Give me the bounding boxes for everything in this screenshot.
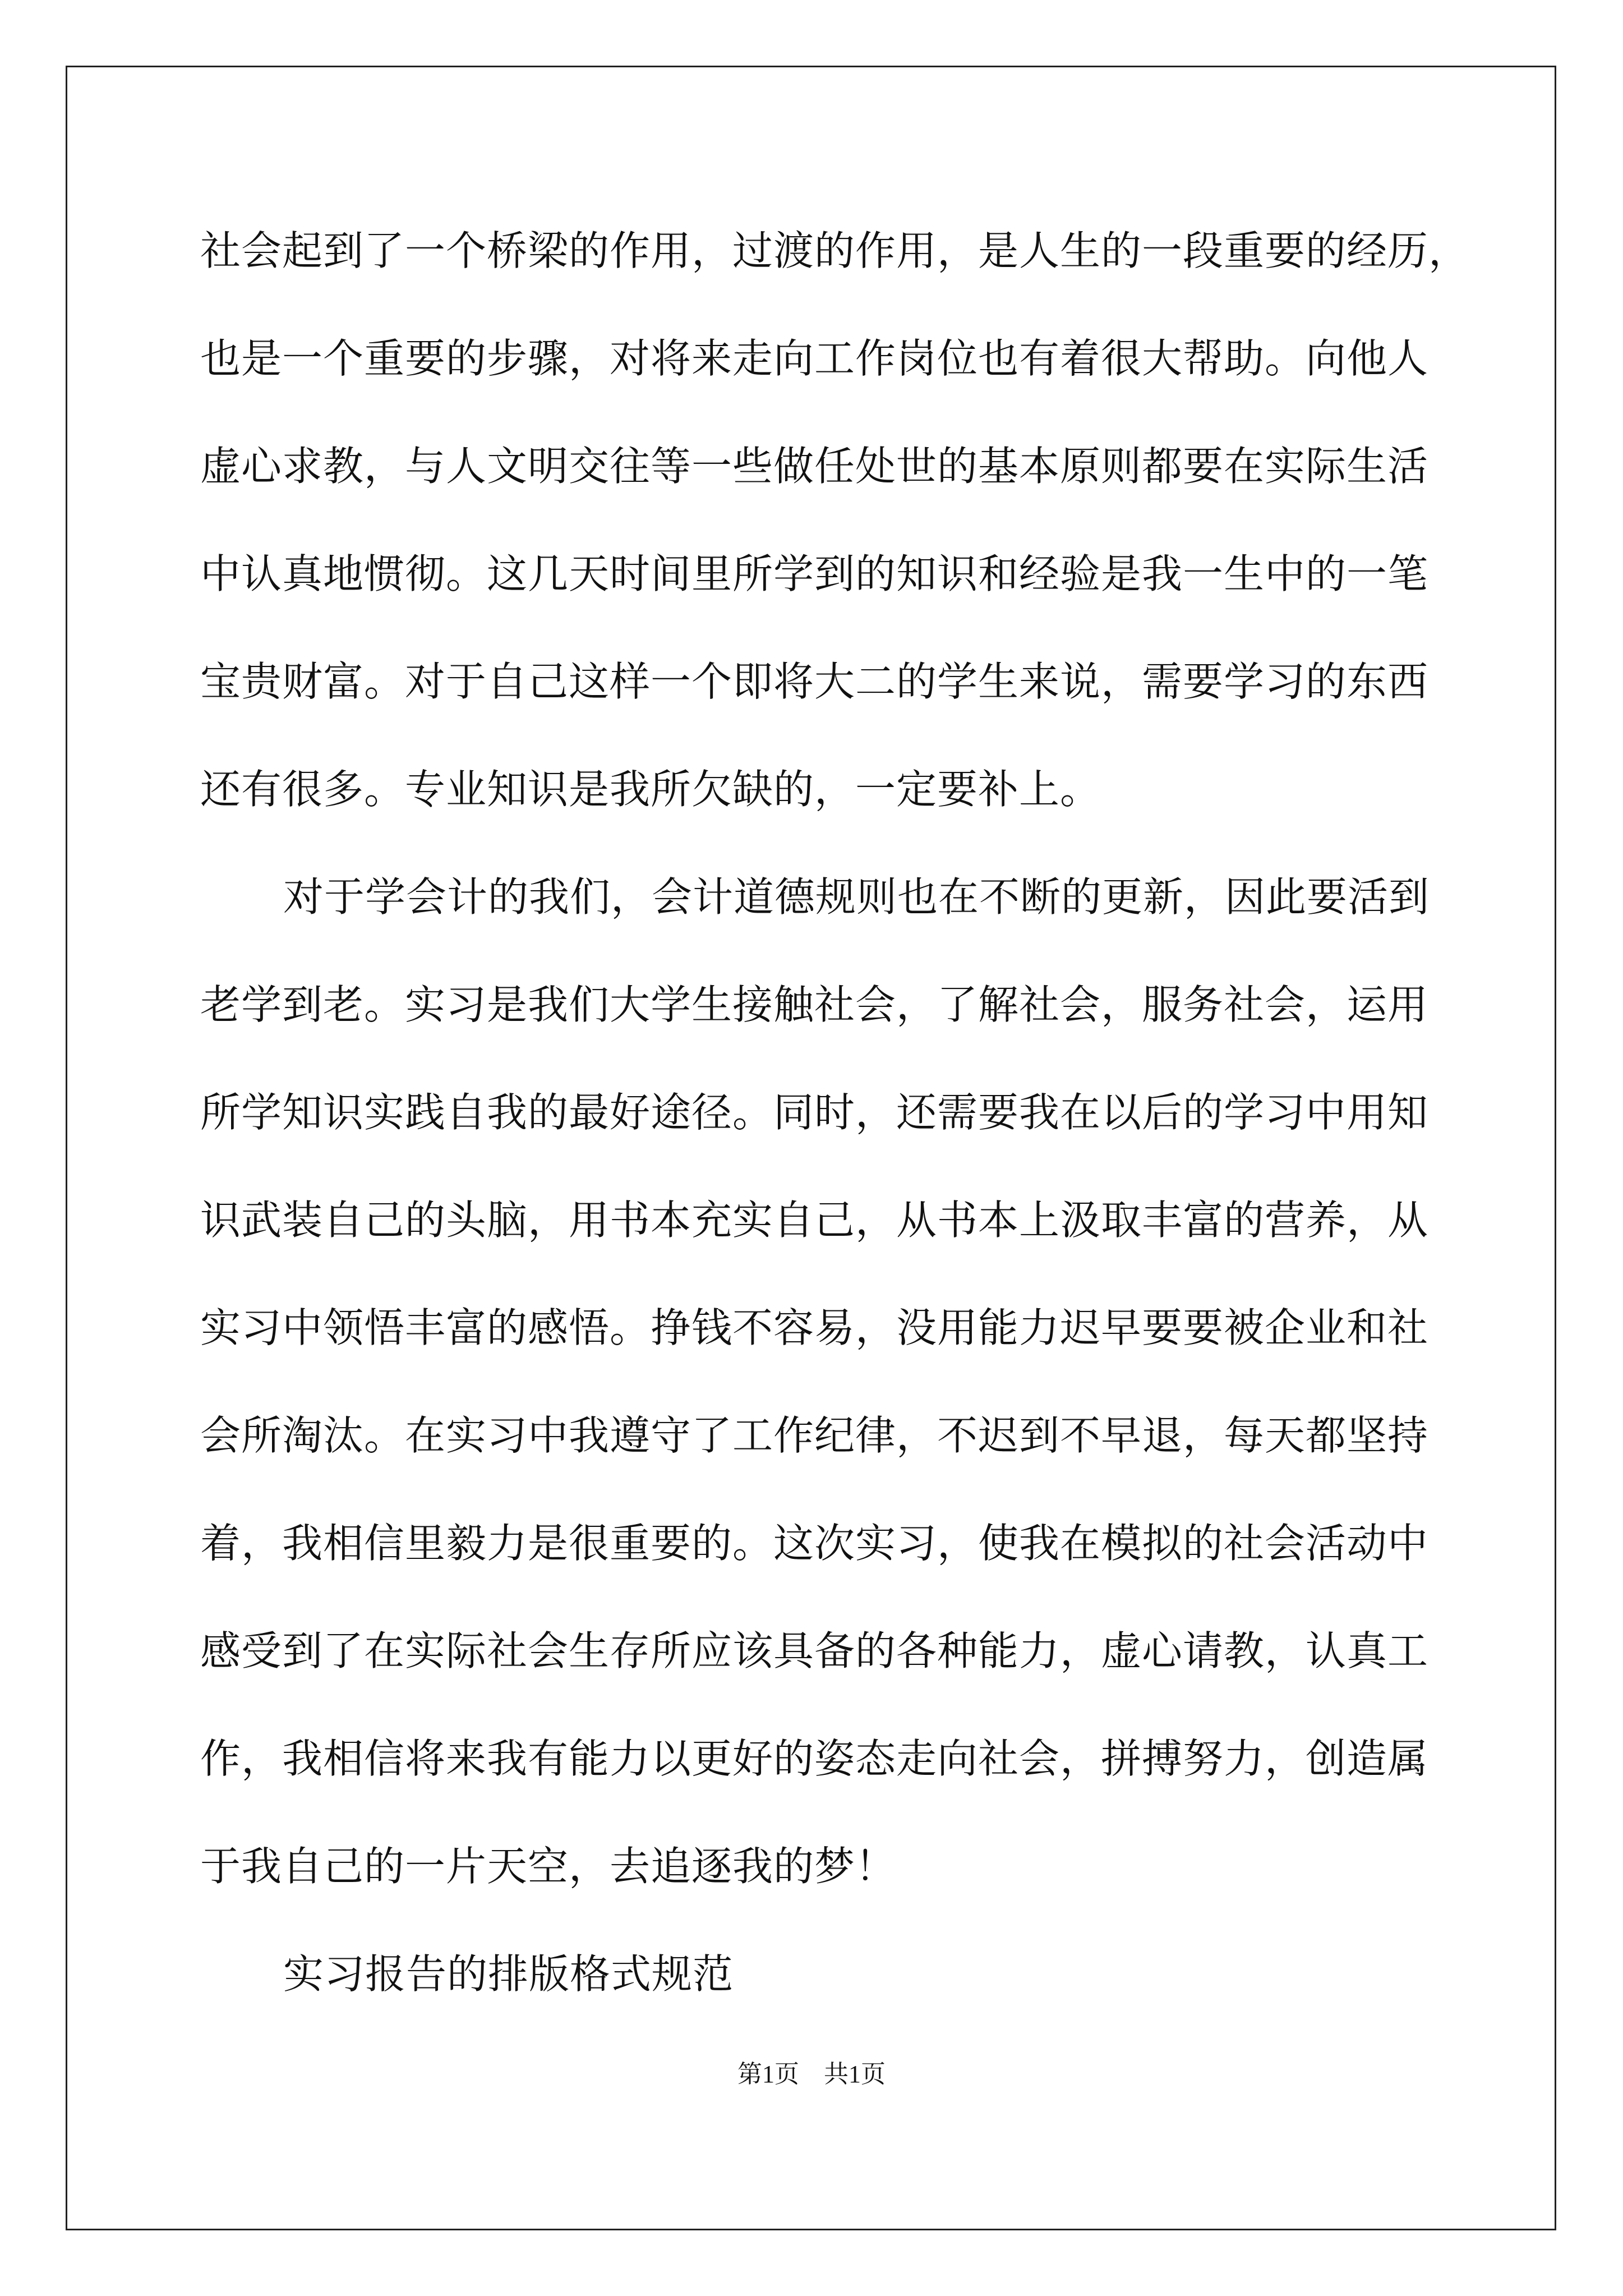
text-line: 作，我相信将来我有能力以更好的姿态走向社会，拼搏努力，创造属 <box>200 1735 1429 1782</box>
text-line: 着，我相信里毅力是很重要的。这次实习，使我在模拟的社会活动中 <box>200 1520 1429 1567</box>
text-line: 于我自己的一片天空，去追逐我的梦！ <box>200 1843 897 1890</box>
text-line: 虚心求教，与人文明交往等一些做任处世的基本原则都要在实际生活 <box>200 443 1429 490</box>
text-line: 还有很多。专业知识是我所欠缺的，一定要补上。 <box>200 766 1101 813</box>
section-heading: 实习报告的排版格式规范 <box>283 1950 734 1998</box>
page-number-footer: 第1页 共1页 <box>737 2060 886 2088</box>
text-line: 也是一个重要的步骤，对将来走向工作岗位也有着很大帮助。向他人 <box>200 335 1429 382</box>
text-line: 识武装自己的头脑，用书本充实自己，从书本上汲取丰富的营养，从 <box>200 1197 1429 1244</box>
text-line: 会所淘汰。在实习中我遵守了工作纪律，不迟到不早退，每天都坚持 <box>200 1412 1429 1459</box>
document-body <box>200 216 1468 2047</box>
text-line: 中认真地惯彻。这几天时间里所学到的知识和经验是我一生中的一笔 <box>200 550 1429 597</box>
text-line: 感受到了在实际社会生存所应该具备的各种能力，虚心请教，认真工 <box>200 1627 1429 1674</box>
text-line: 宝贵财富。对于自己这样一个即将大二的学生来说，需要学习的东西 <box>200 658 1429 705</box>
paragraph-start-line: 对于学会计的我们，会计道德规则也在不断的更新，因此要活到 <box>283 873 1430 921</box>
text-line: 实习中领悟丰富的感悟。挣钱不容易，没用能力迟早要要被企业和社 <box>200 1304 1429 1351</box>
text-line: 社会起到了一个桥梁的作用，过渡的作用，是人生的一段重要的经历， <box>200 227 1470 274</box>
text-line: 所学知识实践自我的最好途径。同时，还需要我在以后的学习中用知 <box>200 1089 1429 1136</box>
text-line: 老学到老。实习是我们大学生接触社会，了解社会，服务社会，运用 <box>200 981 1429 1028</box>
